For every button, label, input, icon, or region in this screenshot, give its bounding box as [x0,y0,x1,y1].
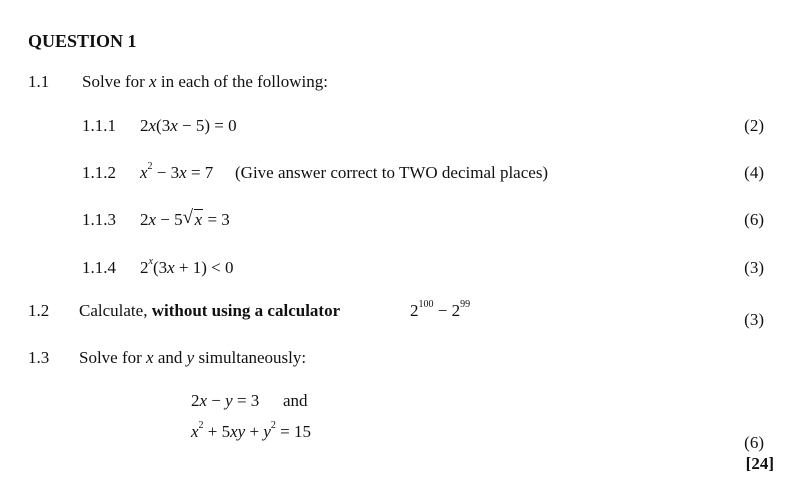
marks-1-1-4: (3) [744,258,764,277]
total-marks: [24] [745,454,774,473]
question-1-1-instruction: Solve for x in each of the following: [82,72,328,91]
question-number-1-3: 1.3 [28,348,50,367]
equation-1-1-1: 2x(3x − 5) = 0 [140,116,237,135]
equation-1-1-2: $x^2 - 3x = 7$ [140,161,214,182]
part-number-1-1-4: 1.1.4 [82,258,116,277]
equation-1-3-linear: 2x − y = 3 [191,391,260,410]
question-1-2-text: Calculate, without using a calculator [79,301,341,320]
square-root-symbol: √ x [182,207,203,229]
marks-1-1-2: (4) [744,163,764,182]
part-number-1-1-1: 1.1.1 [82,116,116,135]
equation-1-3-quadratic: $x^2 + 5xy + y^2 = 15$ [191,420,311,441]
marks-1-2: (3) [744,310,764,329]
question-1-3-text: Solve for x and y simultaneously: [79,348,307,367]
marks-1-1-3: (6) [744,210,764,229]
question-number-1-2: 1.2 [28,301,50,320]
part-number-1-1-2: 1.1.2 [82,163,116,182]
marks-1-1-1: (2) [744,116,764,135]
question-heading: QUESTION 1 [28,31,137,51]
marks-1-3: (6) [744,433,764,452]
equation-1-1-4: $2^x(3x + 1) < 0$ [140,256,234,277]
part-number-1-1-3: 1.1.3 [82,210,116,229]
equation-connector: and [283,391,308,410]
expression-1-2: $2^{100} - 2^{99}$ [410,299,471,320]
question-number-1-1: 1.1 [28,72,50,91]
note-1-1-2: (Give answer correct to TWO decimal places) [235,163,549,182]
equation-1-1-3: 2x − 5 √ x = 3 [140,207,230,229]
